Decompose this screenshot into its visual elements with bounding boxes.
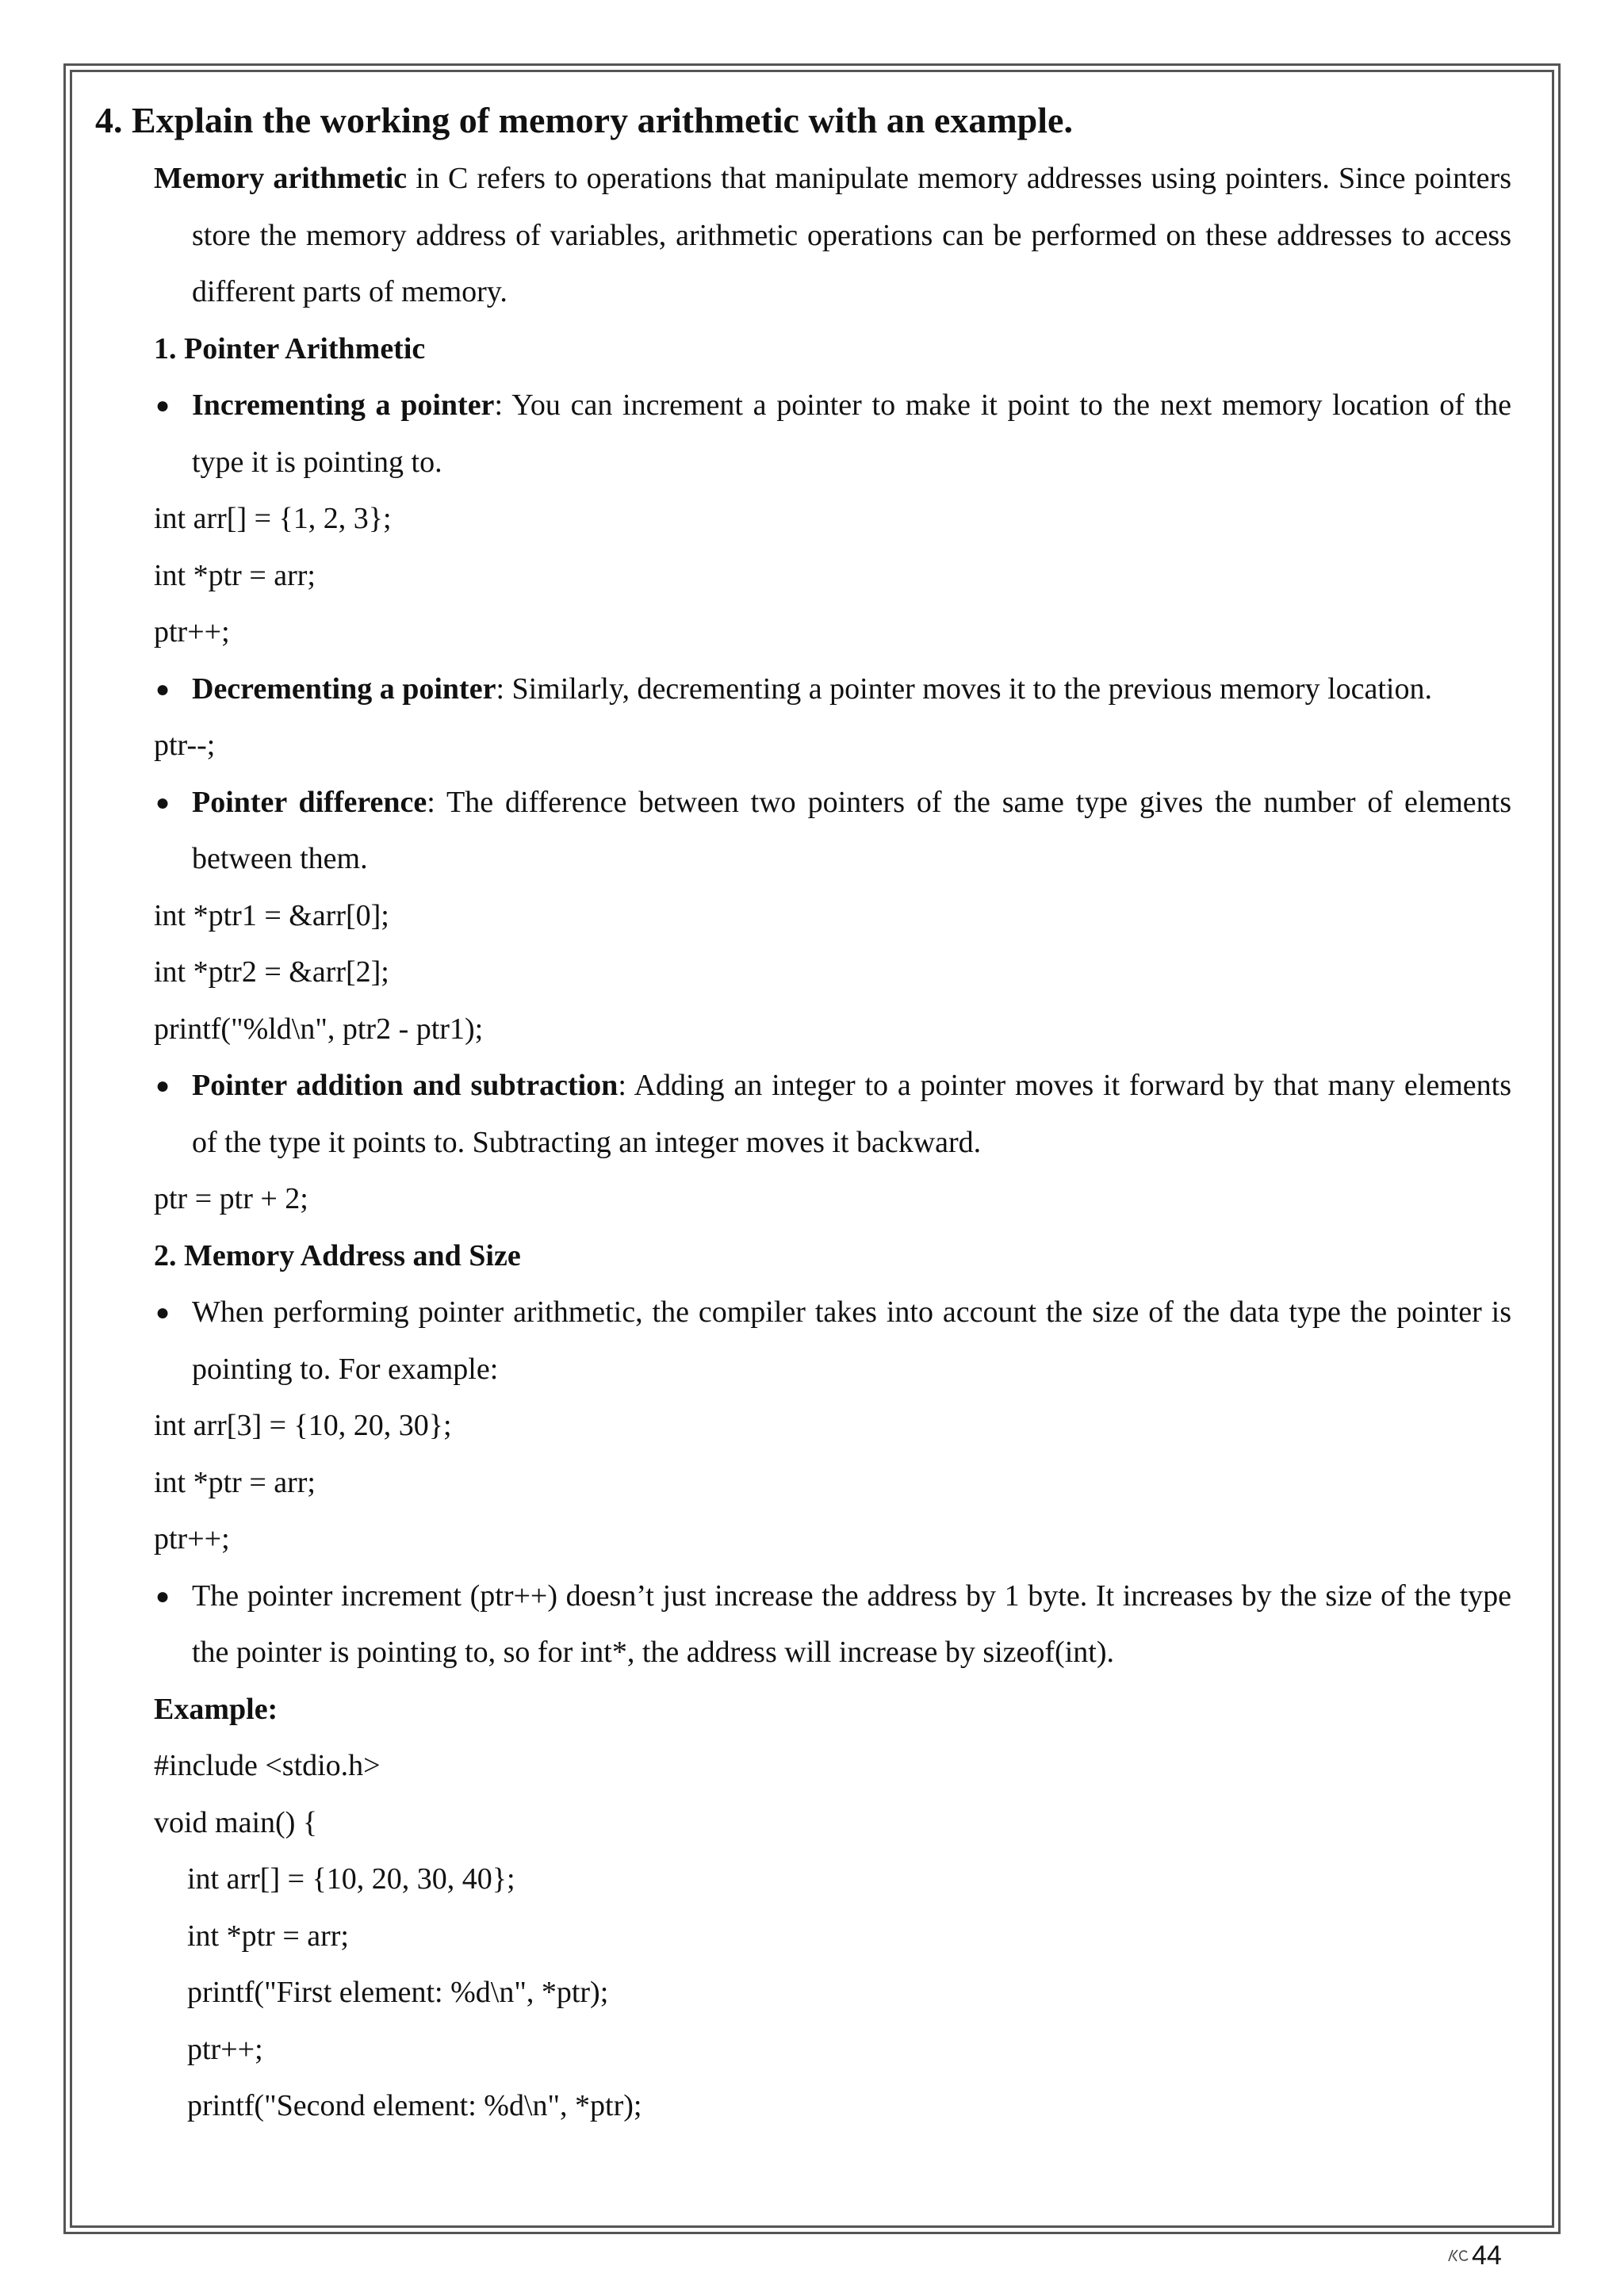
bullet-term: Incrementing a pointer [192,388,495,422]
code-line: int *ptr = arr; [154,558,316,592]
intro-term: Memory arithmetic [154,162,408,195]
code-line-indented: int arr[] = {10, 20, 30, 40}; [187,1862,515,1896]
code-line: ptr = ptr + 2; [154,1182,308,1215]
kc-logo-icon-svg [1446,2247,1470,2264]
bullet-dot-icon: ● [155,1073,170,1099]
bullet-text: : You can increment a pointer to make it point to the next memory location of the type it is pointing to. [192,388,1512,479]
bullet-increment-explanation [154,1568,1511,1682]
bullet-text: : Adding an integer to a pointer moves it forward by that many elements of the type it points to. Subtracting an integer moves it backward. [192,1069,1511,1159]
code-line: int *ptr1 = &arr[0]; [154,898,389,932]
bullet-compiler-size [154,1284,1511,1398]
bullet-dot-icon: ● [155,675,170,702]
question-title: 4. Explain the working of memory arithmetic with an example. [95,100,1073,140]
bullet-dot-icon: ● [155,1582,170,1609]
code-line-indented: printf("Second element: %d\n", *ptr); [187,2089,642,2122]
page-number: 44 [1472,2241,1502,2271]
answer-body [154,151,1511,2135]
section-heading-memory-address: 2. Memory Address and Size [154,1238,521,1272]
bullet-text: When performing pointer arithmetic, the compiler takes into account the size of the data type the pointer is pointing to. For example: [192,1295,1511,1386]
bullet-decrementing [154,661,1511,718]
bullet-text: : Similarly, decrementing a pointer moves it to the previous memory location. [496,672,1432,706]
page-footer [1446,2241,1502,2271]
code-line: printf("%ld\n", ptr2 - ptr1); [154,1012,484,1046]
code-line: ptr++; [154,1522,230,1556]
bullet-dot-icon: ● [155,392,170,419]
bullet-text: : The difference between two pointers of the same type gives the number of elements between them. [192,785,1511,875]
code-line: int *ptr2 = &arr[2]; [154,955,389,989]
example-heading: Example: [154,1692,278,1726]
intro-paragraph [154,151,1511,321]
kc-logo-icon [1446,2247,1470,2269]
code-line-indented: int *ptr = arr; [187,1919,349,1953]
code-line: void main() { [154,1805,318,1839]
bullet-term: Pointer difference [192,785,427,819]
code-line-indented: ptr++; [187,2032,263,2066]
page-content [95,94,1511,2135]
code-line: int arr[] = {1, 2, 3}; [154,502,392,535]
code-line: ptr--; [154,729,216,762]
intro-text: in C refers to operations that manipulate memory addresses using pointers. Since pointers store the memory address of variables, arithmetic operations can be performed on these addresses to access different parts of memory. [192,162,1511,308]
code-line: ptr++; [154,615,230,649]
bullet-difference [154,775,1511,888]
bullet-addition-subtraction [154,1058,1511,1171]
bullet-incrementing [154,377,1511,491]
code-line: #include <stdio.h> [154,1749,381,1782]
bullet-term: Decrementing a pointer [192,672,496,706]
bullet-dot-icon: ● [155,789,170,816]
bullet-text: The pointer increment (ptr++) doesn’t just increase the address by 1 byte. It increases by the size of the type the pointer is pointing to, so for int*, the address will increase by sizeof(int). [192,1578,1511,1669]
section-heading-pointer-arithmetic: 1. Pointer Arithmetic [154,331,426,365]
code-line: int arr[3] = {10, 20, 30}; [154,1409,452,1442]
code-line-indented: printf("First element: %d\n", *ptr); [187,1976,609,2009]
code-line: int *ptr = arr; [154,1465,316,1499]
bullet-term: Pointer addition and subtraction [192,1069,619,1102]
bullet-dot-icon: ● [155,1299,170,1326]
